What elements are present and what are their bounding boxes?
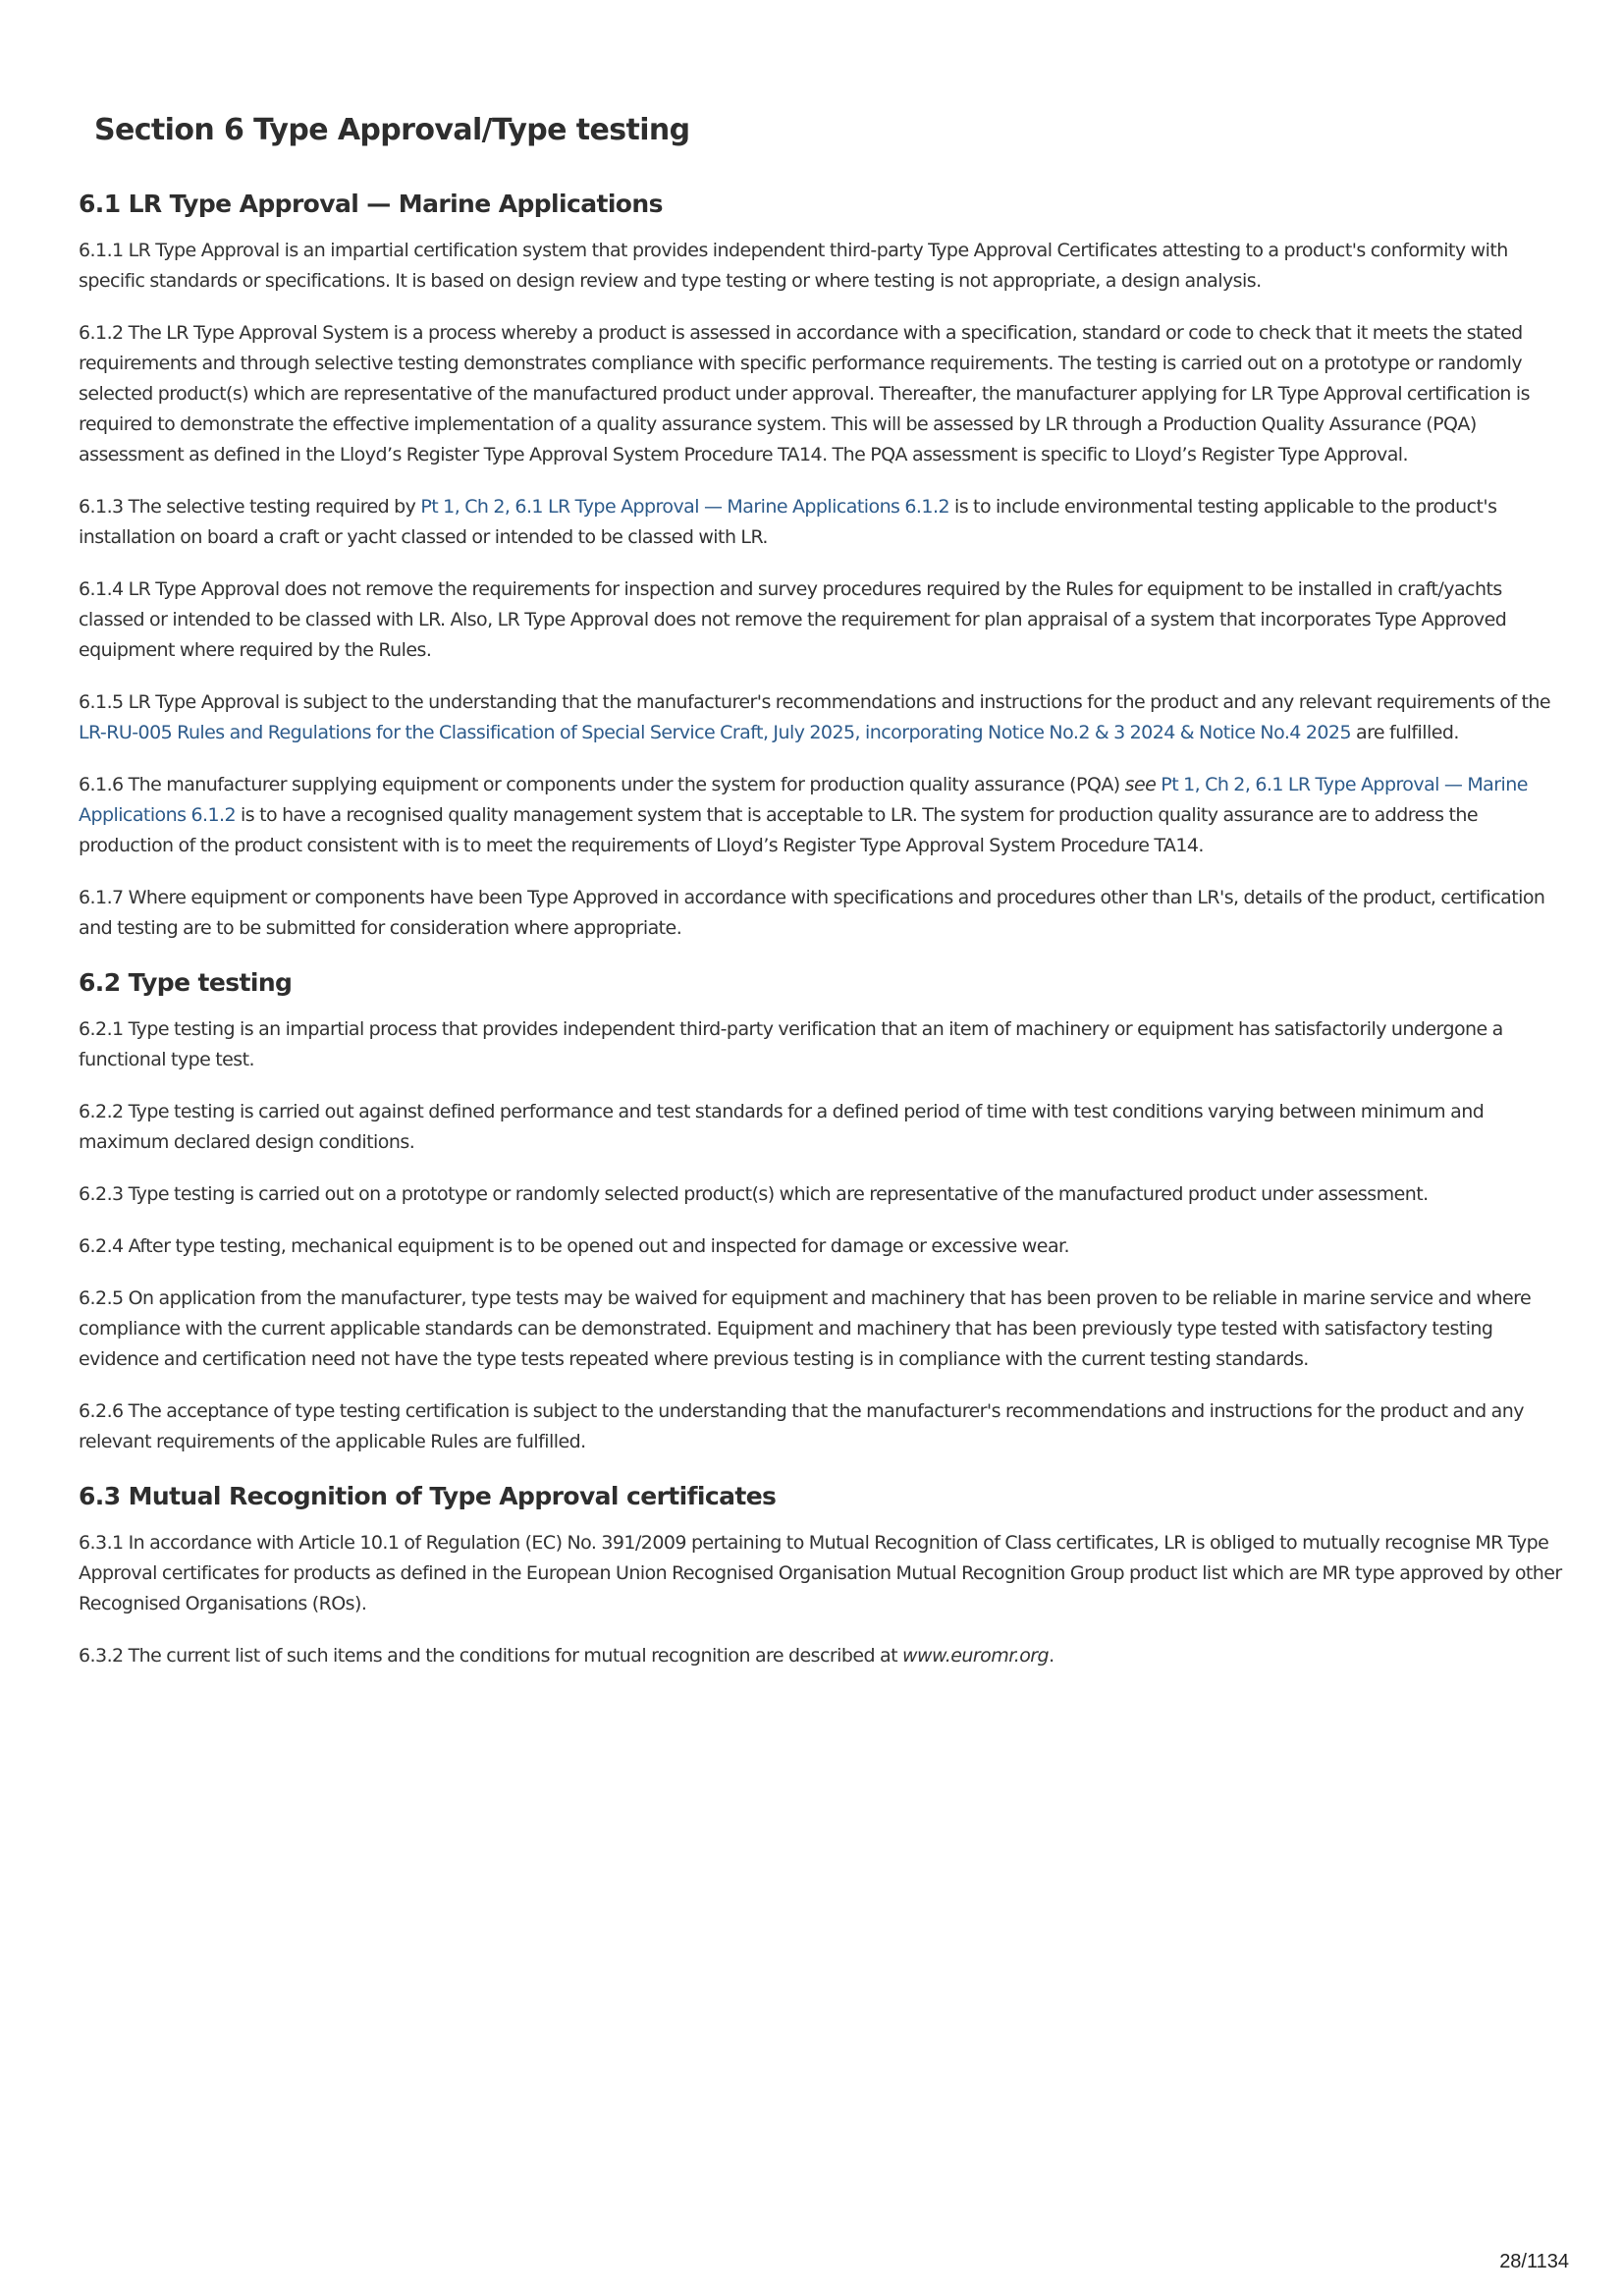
paragraph-6-1-5 xyxy=(79,687,1571,748)
cross-reference-link[interactable]: Pt 1, Ch 2, 6.1 LR Type Approval — Marine Applications 6.1.2 xyxy=(420,496,949,518)
document-body xyxy=(79,110,1571,1693)
paragraph-6-2-5: 6.2.5 On application from the manufacturer, type tests may be waived for equipment and machinery that has been proven to be reliable in marine service and where compliance with the current applicable standards can be demonstrated. Equipment and machinery that has been previously type tested with satisfactory testing evidence and certification need not have the type tests repeated where previous testing is in compliance with the current testing standards. xyxy=(79,1287,1532,1370)
section-title: Section 6 Type Approval/Type testing xyxy=(94,113,690,147)
paragraph-6-2-1: 6.2.1 Type testing is an impartial process that provides independent third-party verification that an item of machinery or equipment has satisfactorily undergone a functional type test. xyxy=(79,1018,1503,1070)
paragraph-6-1-2: 6.1.2 The LR Type Approval System is a process whereby a product is assessed in accordance with a specification, standard or code to check that it meets the stated requirements and through selective testing demonstrates compliance with specific performance requirements. The testing is carried out on a prototype or randomly selected product(s) which are representative of the manufactured product under approval. Thereafter, the manufacturer applying for LR Type Approval certification is required to demonstrate the effective implementation of a quality assurance system. This will be assessed by LR through a Production Quality Assurance (PQA) assessment as defined in the Lloyd’s Register Type Approval System Procedure TA14. The PQA assessment is specific to Lloyd’s Register Type Approval. xyxy=(79,322,1530,465)
paragraph-6-2-2: 6.2.2 Type testing is carried out against defined performance and test standards for a defined period of time with test conditions varying between minimum and maximum declared design conditions. xyxy=(79,1101,1485,1153)
paragraph-text: 6.1.5 LR Type Approval is subject to the understanding that the manufacturer's recommendations and instructions for the product and any relevant requirements of the xyxy=(79,691,1551,713)
subsection-6-2-title: 6.2 Type testing xyxy=(79,968,293,997)
paragraph-text: is to have a recognised quality management system that is acceptable to LR. The system for production quality assurance are to address the production of the product consistent with is to meet the requirements of Lloyd’s Register Type Approval System Procedure TA14. xyxy=(79,804,1478,856)
paragraph-text: are fulfilled. xyxy=(1351,722,1459,743)
rules-document-link[interactable]: LR-RU-005 Rules and Regulations for the Classification of Special Service Craft, July 2025, incorporating Notice No.2 & 3 2024 & Notice No.4 2025 xyxy=(79,722,1351,743)
paragraph-text: 6.3.2 The current list of such items and the conditions for mutual recognition are described at xyxy=(79,1645,903,1667)
page-number: 28/1134 xyxy=(1499,2251,1569,2272)
paragraph-6-2-4: 6.2.4 After type testing, mechanical equipment is to be opened out and inspected for damage or excessive wear. xyxy=(79,1235,1070,1257)
paragraph-text: is to include environmental testing applicable to the product's installation on board a craft or yacht classed or intended to be classed with LR. xyxy=(79,496,1497,548)
paragraph-text: 6.1.3 The selective testing required by xyxy=(79,496,421,518)
paragraph-6-2-6: 6.2.6 The acceptance of type testing certification is subject to the understanding that the manufacturer's recommendations and instructions for the product and any relevant requirements of the applicable Rules are fulfilled. xyxy=(79,1400,1524,1452)
see-emphasis: see xyxy=(1124,774,1157,795)
paragraph-text: 6.1.6 The manufacturer supplying equipment or components under the system for production quality assurance (PQA) xyxy=(79,774,1125,795)
paragraph-6-1-7: 6.1.7 Where equipment or components have been Type Approved in accordance with specifications and procedures other than LR's, details of the product, certification and testing are to be submitted for consideration where appropriate. xyxy=(79,887,1545,939)
paragraph-6-3-1: 6.3.1 In accordance with Article 10.1 of Regulation (EC) No. 391/2009 pertaining to Mutual Recognition of Class certificates, LR is obliged to mutually recognise MR Type Approval certificates for products as defined in the European Union Recognised Organisation Mutual Recognition Group product list which are MR type approved by other Recognised Organisations (ROs). xyxy=(79,1532,1562,1614)
website-reference: www.euromr.org xyxy=(902,1645,1050,1667)
paragraph-6-2-3: 6.2.3 Type testing is carried out on a prototype or randomly selected product(s) which are representative of the manufactured product under assessment. xyxy=(79,1183,1429,1205)
paragraph-6-1-3 xyxy=(79,492,1571,553)
paragraph-6-1-6 xyxy=(79,770,1571,861)
subsection-6-1-title: 6.1 LR Type Approval — Marine Applications xyxy=(79,190,663,218)
paragraph-text: . xyxy=(1049,1645,1054,1667)
paragraph-6-3-2 xyxy=(79,1641,1571,1671)
paragraph-6-1-4: 6.1.4 LR Type Approval does not remove the requirements for inspection and survey procedures required by the Rules for equipment to be installed in craft/yachts classed or intended to be classed with LR. Also, LR Type Approval does not remove the requirement for plan appraisal of a system that incorporates Type Approved equipment where required by the Rules. xyxy=(79,578,1507,661)
paragraph-6-1-1: 6.1.1 LR Type Approval is an impartial certification system that provides independent third-party Type Approval Certificates attesting to a product's conformity with specific standards or specifications. It is based on design review and type testing or where testing is not appropriate, a design analysis. xyxy=(79,240,1508,292)
subsection-6-3-title: 6.3 Mutual Recognition of Type Approval certificates xyxy=(79,1482,777,1510)
cross-reference-link[interactable]: Pt 1, Ch 2, 6.1 LR Type Approval — Marine Applications 6.1.2 xyxy=(79,774,1528,826)
